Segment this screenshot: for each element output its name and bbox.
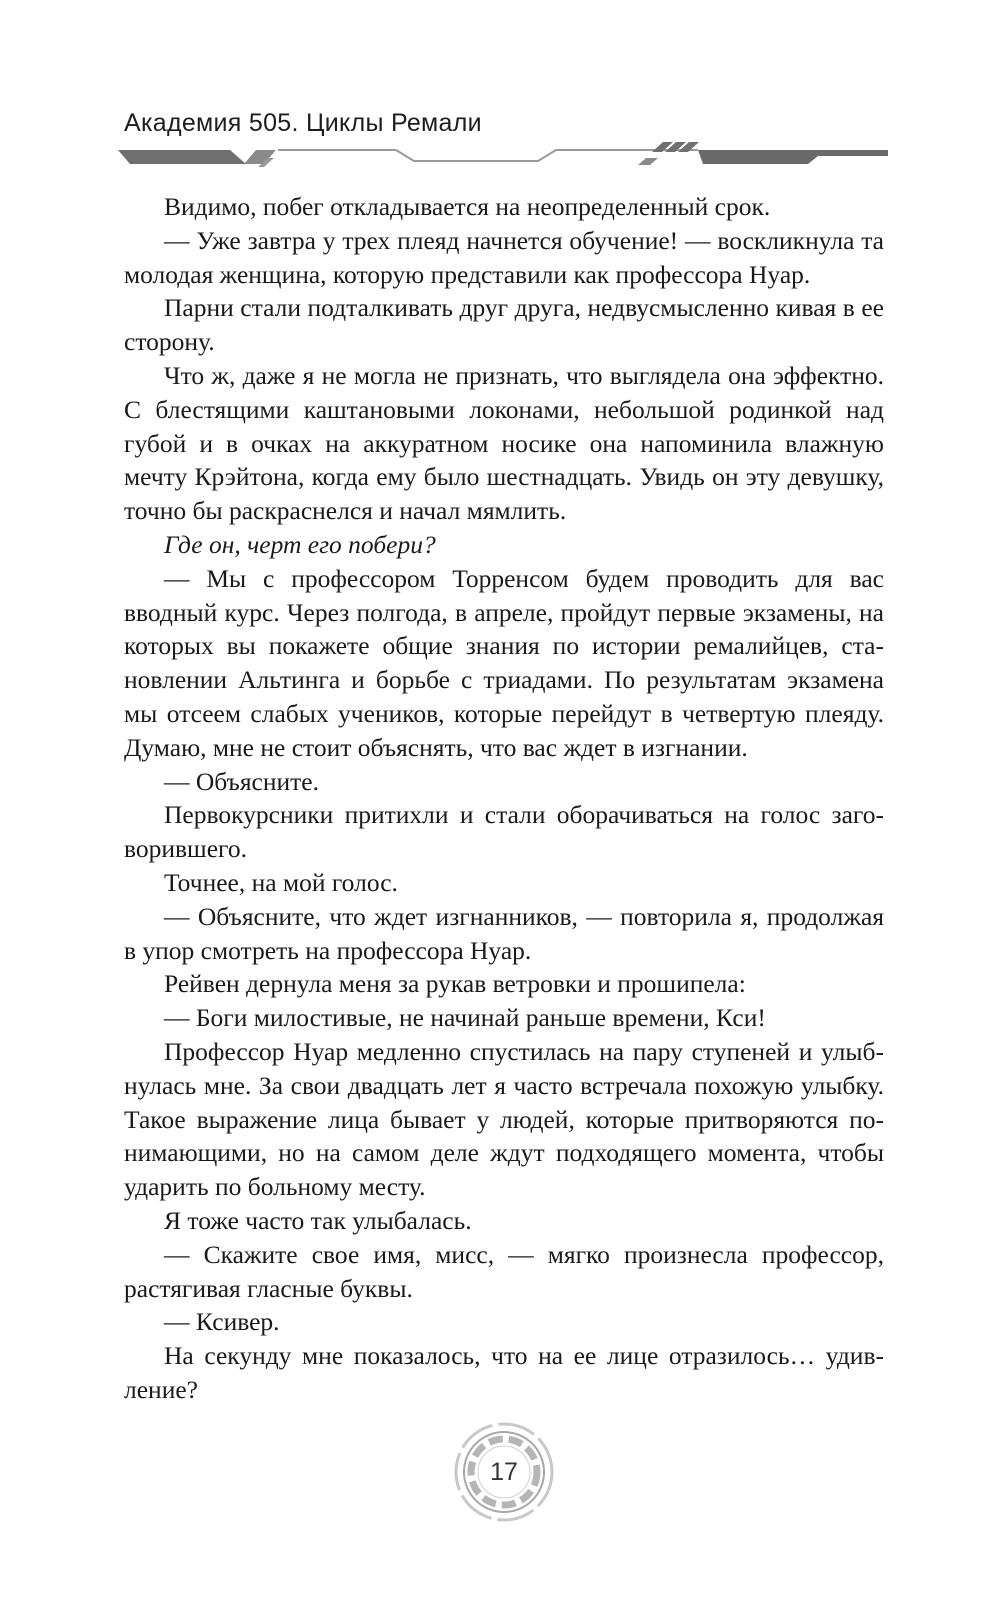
paragraph: — Мы с профессором Торренсом будем проводить для вас вводный курс. Через полгода, в апреле, пройдут первые экзамены, на которых вы покажете общие знания по истории ремалийцев, становлении Альтинга и борьбе с триадами. По результатам экзамена мы отсеем слабых учеников, которые перейдут в четвертую плеяду. Думаю, мне не стоит объяснять, что вас ждет в изгнании. — [124, 563, 884, 762]
paragraph: — Боги милостивые, не начинай раньше времени, Кси! — [164, 1003, 766, 1033]
page-number: 17 — [490, 1458, 518, 1486]
paragraph: Что ж, даже я не могла не признать, что выглядела она эффектно. С блестящими каштановыми локонами, небольшой родинкой над губой и в очках на аккуратном носике она напоминила влажную мечту Крэйтона, когда ему было шестнадцать. Увидь он эту девушку, точно бы раскраснелся и начал мямлить. — [124, 360, 884, 526]
paragraph: Первокурсники притихли и стали оборачиваться на голос заговорившего. — [124, 800, 884, 864]
body-text — [124, 190, 884, 1407]
paragraph: — Объясните. — [164, 766, 319, 796]
paragraph: Профессор Нуар медленно спустилась на пару ступеней и улыбнулась мне. За свои двадцать лет я часто встречала похожую улыбку. Такое выражение лица бывает у людей, которые притворяются понимающими, но на самом деле ждут подходящего момента, чтобы ударить по больному месту. — [124, 1036, 884, 1202]
paragraph: Видимо, побег откладывается на неопределенный срок. — [164, 192, 771, 221]
paragraph: На секунду мне показалось, что на ее лице отразилось… удивление? — [124, 1341, 884, 1404]
header-ornament — [118, 128, 888, 172]
italic-paragraph: Где он, черт его побери? — [164, 529, 436, 559]
page-number-badge — [451, 1419, 557, 1525]
paragraph: — Скажите свое имя, мисс, — мягко произнесла профессор, растягивая гласные буквы. — [124, 1239, 884, 1303]
paragraph: — Уже завтра у трех плеяд начнется обучение! — воскликнула та молодая женщина, которую представили как профессора Нуар. — [124, 225, 884, 289]
paragraph: Я тоже часто так улыбалась. — [164, 1205, 472, 1235]
paragraph: Рейвен дернула меня за рукав ветровки и прошипела: — [164, 969, 746, 999]
paragraph: — Ксивер. — [164, 1307, 280, 1337]
paragraph: — Объясните, что ждет изгнанников, — повторила я, продолжая в упор смотреть на профессора Нуар. — [124, 901, 884, 965]
running-title: Академия 505. Циклы Ремали — [124, 109, 482, 137]
paragraph: Парни стали подталкивать друг друга, недвусмысленно кивая в ее сторону. — [124, 293, 884, 357]
paragraph: Точнее, на мой голос. — [164, 867, 398, 897]
